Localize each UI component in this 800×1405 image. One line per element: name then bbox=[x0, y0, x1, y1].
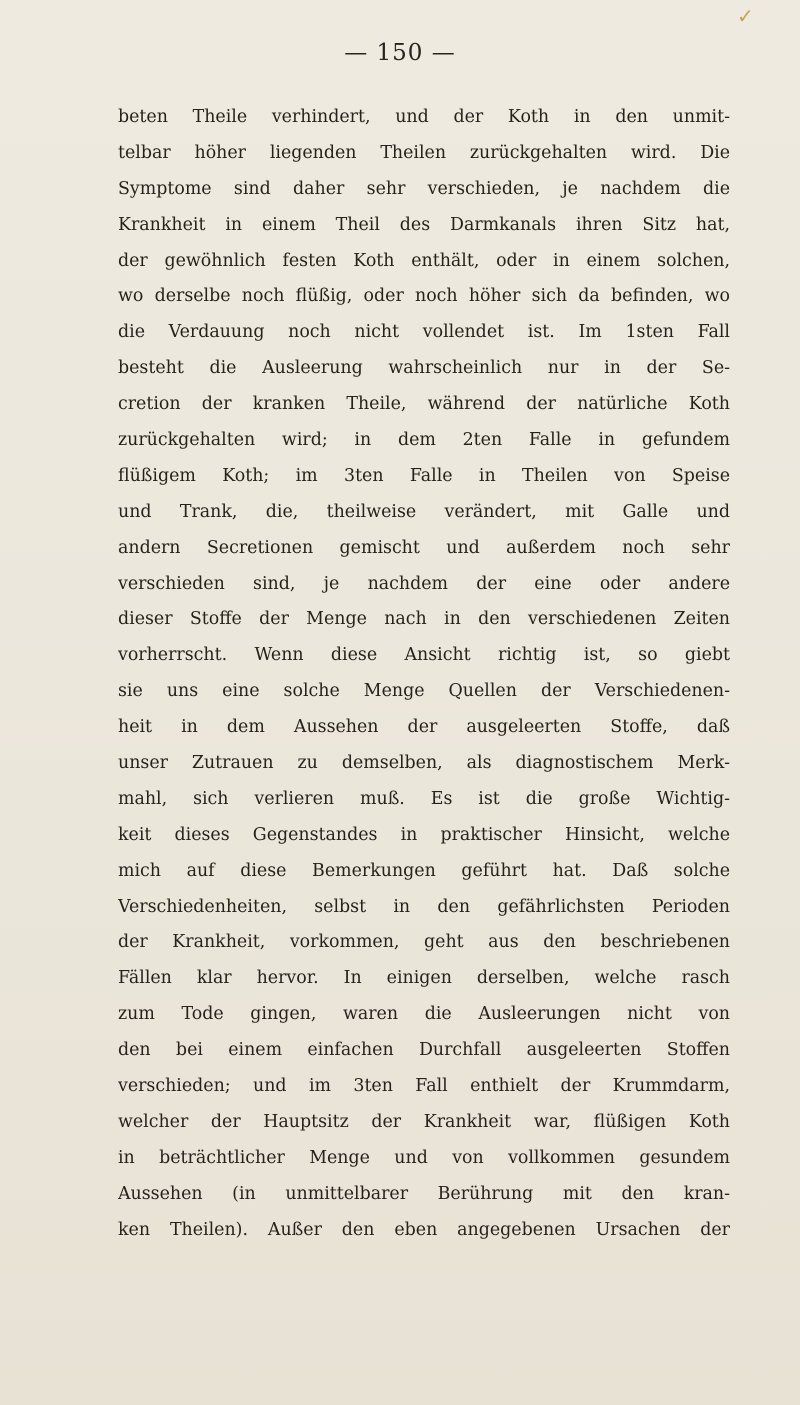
text-line: den bei einem einfachen Durchfall ausgeleerten Stoffen bbox=[118, 1040, 730, 1061]
text-line: sie uns eine solche Menge Quellen der Verschiedenen- bbox=[118, 681, 730, 702]
text-line: Symptome sind daher sehr verschieden, je nachdem die bbox=[118, 178, 730, 199]
text-line: die Verdauung noch nicht vollendet ist. Im 1sten Fall bbox=[118, 322, 730, 343]
body-text bbox=[118, 100, 730, 1249]
text-line: der Krankheit, vorkommen, geht aus den beschriebenen bbox=[118, 932, 730, 953]
text-line: verschieden; und im 3ten Fall enthielt der Krummdarm, bbox=[118, 1076, 730, 1097]
text-line: wo derselbe noch flüßig, oder noch höher sich da befinden, wo bbox=[118, 286, 730, 307]
text-line: Fällen klar hervor. In einigen derselben, welche rasch bbox=[118, 968, 730, 989]
text-line: Aussehen (in unmittelbarer Berührung mit den kran- bbox=[118, 1183, 730, 1204]
text-line: keit dieses Gegenstandes in praktischer Hinsicht, welche bbox=[118, 824, 730, 845]
corner-check-mark: ✓ bbox=[737, 4, 754, 28]
text-line: unser Zutrauen zu demselben, als diagnostischem Merk- bbox=[118, 753, 730, 774]
text-line: und Trank, die, theilweise verändert, mit Galle und bbox=[118, 501, 730, 522]
text-line: dieser Stoffe der Menge nach in den verschiedenen Zeiten bbox=[118, 609, 730, 630]
text-line: Krankheit in einem Theil des Darmkanals ihren Sitz hat, bbox=[118, 214, 730, 235]
page-number: — 150 — bbox=[344, 40, 456, 66]
text-line: cretion der kranken Theile, während der natürliche Koth bbox=[118, 394, 730, 415]
text-line: in beträchtlicher Menge und von vollkommen gesundem bbox=[118, 1147, 730, 1168]
text-line: welcher der Hauptsitz der Krankheit war, flüßigen Koth bbox=[118, 1111, 730, 1132]
text-line: heit in dem Aussehen der ausgeleerten Stoffe, daß bbox=[118, 717, 730, 738]
text-line: zum Tode gingen, waren die Ausleerungen nicht von bbox=[118, 1004, 730, 1025]
text-line: andern Secretionen gemischt und außerdem noch sehr bbox=[118, 537, 730, 558]
text-line: zurückgehalten wird; in dem 2ten Falle in gefundem bbox=[118, 430, 730, 451]
text-line: beten Theile verhindert, und der Koth in den unmit- bbox=[118, 107, 730, 127]
text-line: flüßigem Koth; im 3ten Falle in Theilen von Speise bbox=[118, 465, 730, 486]
text-line: ken Theilen). Außer den eben angegebenen Ursachen der bbox=[118, 1219, 730, 1240]
text-line: Verschiedenheiten, selbst in den gefährlichsten Perioden bbox=[118, 896, 730, 917]
text-line: der gewöhnlich festen Koth enthält, oder in einem solchen, bbox=[118, 250, 730, 271]
text-line: mich auf diese Bemerkungen geführt hat. Daß solche bbox=[118, 860, 730, 881]
text-line: telbar höher liegenden Theilen zurückgehalten wird. Die bbox=[118, 142, 730, 163]
text-line: vorherrscht. Wenn diese Ansicht richtig ist, so giebt bbox=[118, 645, 730, 666]
text-line: verschieden sind, je nachdem der eine oder andere bbox=[118, 573, 730, 594]
text-line: besteht die Ausleerung wahrscheinlich nur in der Se- bbox=[118, 358, 730, 379]
text-line: mahl, sich verlieren muß. Es ist die große Wichtig- bbox=[118, 788, 730, 809]
